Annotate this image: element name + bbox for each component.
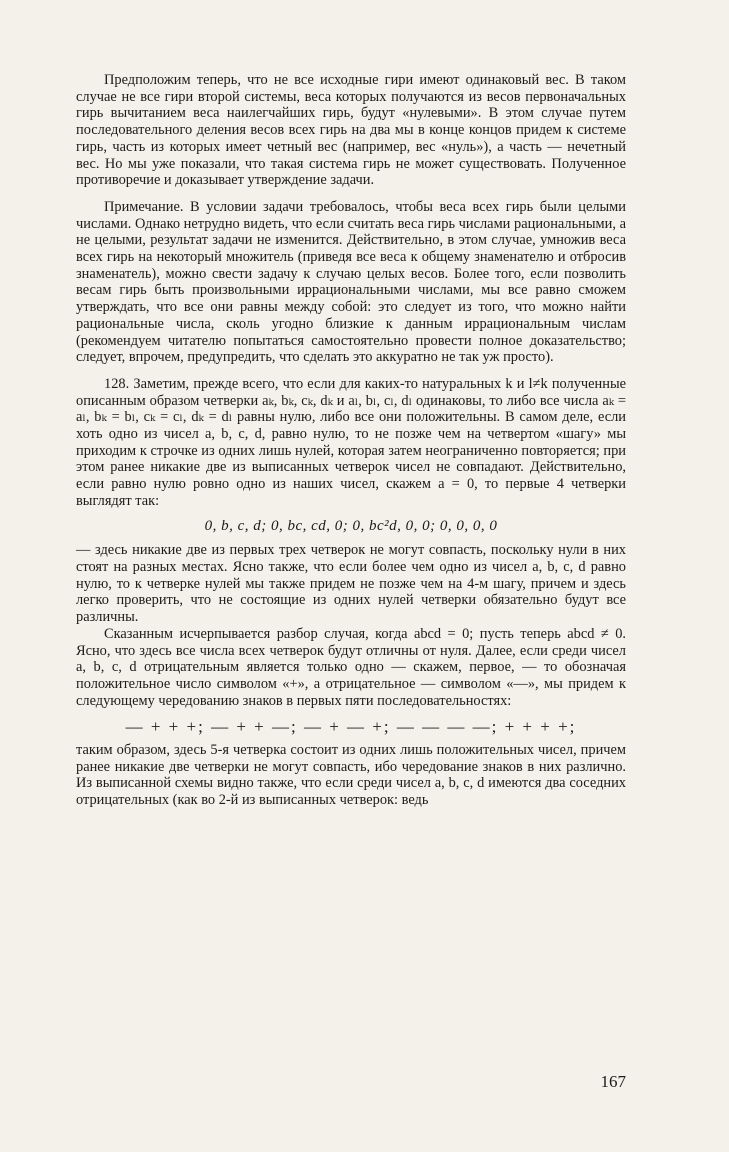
zero-quadruples-formula: 0, b, c, d; 0, bc, cd, 0; 0, bc²d, 0, 0; 0, 0, 0, 0 [204,517,498,534]
paragraph: Предположим теперь, что не все исходные гири имеют одинаковый вес. В таком случае не все гири второй системы, веса которых получаются из весов первоначальных гирь вычитанием веса наилегчайших гирь, будут «нулевыми». В этом случае путем последовательного деления весов всех гирь на два мы в конце концов придем к системе гирь, часть из которых имеет четный вес (например, вес «нуль»), а часть — нечетный вес. Но мы уже показали, что такая система гирь не может существовать. Полученное противоречие и доказывает утверждение задачи. [76,72,626,189]
paragraph: — здесь никакие две из первых трех четверок не могут совпасть, поскольку нули в них стоят на разных местах. Ясно также, что если более чем одно из чисел a, b, c, d равно нулю, то к четверке нулей мы также придем не позже чем на 4-м шагу, причем и здесь легко проверить, что не состоящие из одних нулей четверки обязательно будут все различны. [76,542,626,626]
page-body [76,72,626,809]
paragraph: таким образом, здесь 5-я четверка состоит из одних лишь положительных чисел, причем ранее никакие две четверки не могут совпасть, ибо чередование знаков в них различно. Из выписанной схемы видно также, что если среди чисел a, b, c, d имеются два соседних отрицательных (как во 2-й из выписанных четверок: ведь [76,742,626,809]
sign-sequence-formula: — + + +; — + + —; — + — +; — — — —; + + + +; [125,717,577,737]
page-number: 167 [600,1072,626,1091]
paragraph: Сказанным исчерпывается разбор случая, когда abcd = 0; пусть теперь abcd ≠ 0. Ясно, что здесь все числа всех четверок будут отличны от нуля. Далее, если среди чисел a, b, c, d отрицательным является только одно — скажем, первое, — то обозначая положительное число символом «+», а отрицательное — символом «—», мы придем к следующему чередованию знаков в первых пяти последовательностях: [76,625,626,709]
problem-128-paragraph: 128. Заметим, прежде всего, что если для каких-то натуральных k и l≠k полученные описанным образом четверки aₖ, bₖ, cₖ, dₖ и aₗ, bₗ, cₗ, dₗ одинаковы, то либо все числа aₖ = aₗ, bₖ = bₗ, cₖ = cₗ, dₖ = dₗ равны нулю, либо все они положительны. В самом деле, если хоть одно из чисел a, b, c, d, равно нулю, то не позже чем на четвертом «шагу» мы приходим к строчке из одних лишь нулей, которая затем неограниченно повторяется; при этом ранее никакие две из выписанных четверок чисел не совпадают. Действительно, если равно нулю ровно одно из наших чисел, скажем a = 0, то первые 4 четверки выглядят так: [76,375,626,509]
note-paragraph: Примечание. В условии задачи требовалось, чтобы веса всех гирь были целыми числами. Однако нетрудно видеть, что если считать веса гирь числами рациональными, а не целыми, результат задачи не изменится. Действительно, в этом случае, умножив веса всех гирь на некоторый множитель (приведя все веса к общему знаменателю и отбросив знаменатель), можно свести задачу к случаю целых весов. Более того, если позволить весам гирь быть произвольными иррациональными числами, мы все равно сможем утверждать, что все они равны между собой: это следует из того, что можно найти рациональные числа, сколь угодно близкие к данным иррациональным числам (рекомендуем читателю попытаться самостоятельно провести полное доказательство; следует, впрочем, предупредить, что сделать это аккуратно не так уж просто). [76,198,626,366]
